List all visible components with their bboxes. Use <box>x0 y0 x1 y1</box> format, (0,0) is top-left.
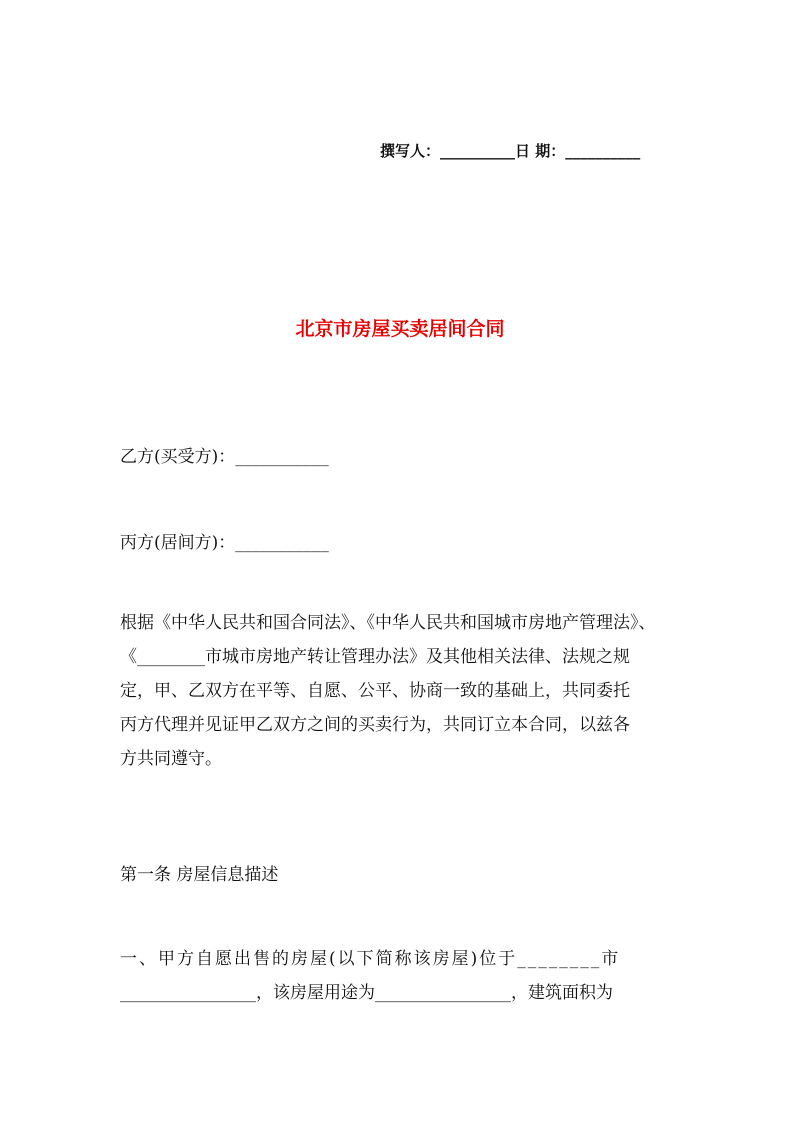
preamble-line: 《________市城市房地产转让管理办法》及其他相关法律、法规之规 <box>120 647 630 667</box>
preamble-line: 定，甲、乙双方在平等、自愿、公平、协商一致的基础上，共同委托 <box>120 681 630 701</box>
preamble-paragraph <box>120 606 695 776</box>
buyer-party-field: 乙方(买受方)：___________ <box>120 447 329 467</box>
article-1-heading: 第一条 房屋信息描述 <box>120 865 279 885</box>
agent-party-field: 丙方(居间方)：___________ <box>120 533 329 553</box>
preamble-line: 方共同遵守。 <box>120 749 222 769</box>
preamble-line: 丙方代理并见证甲乙双方之间的买卖行为，共同订立本合同，以兹各 <box>120 715 630 735</box>
author-date-line: 撰写人：__________日 期：__________ <box>380 142 641 160</box>
preamble-line: 根据《中华人民共和国合同法》、《中华人民共和国城市房地产管理法》、 <box>120 613 656 633</box>
contract-title: 北京市房屋买卖居间合同 <box>295 318 505 340</box>
clause-line: ________________，该房屋用途为________________，建筑面积为 <box>120 983 613 1003</box>
clause-line: 一、甲方自愿出售的房屋(以下简称该房屋)位于________市 <box>120 949 621 969</box>
article-1-clause-1 <box>120 942 688 1010</box>
